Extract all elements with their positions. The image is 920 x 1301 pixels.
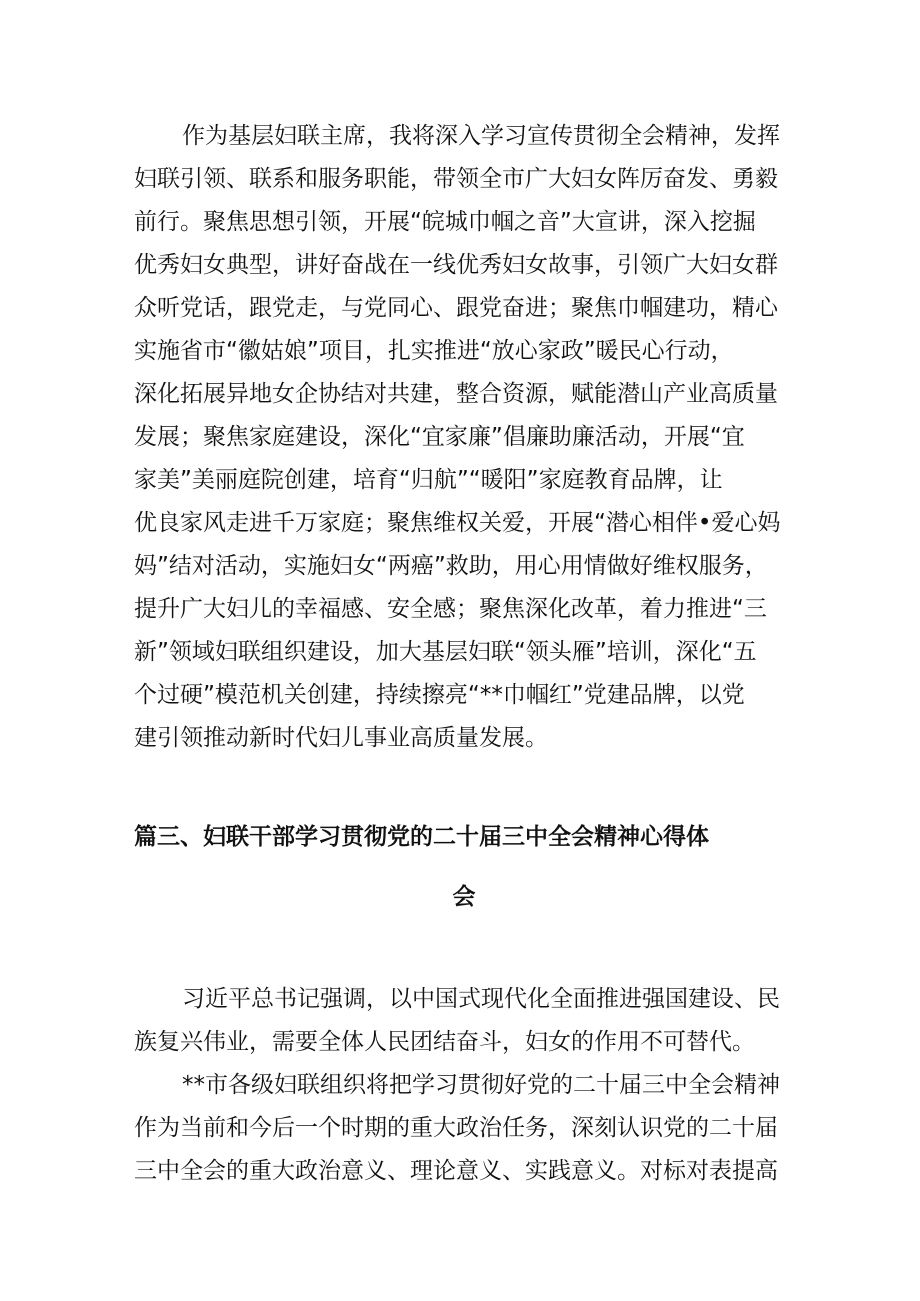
paragraph-line: 优秀妇女典型，讲好奋战在一线优秀妇女故事，引领广大妇女群: [134, 252, 778, 278]
heading-line: 会: [452, 884, 476, 910]
paragraph-line: 三中全会的重大政治意义、理论意义、实践意义。对标对表提高: [134, 1158, 778, 1184]
paragraph-line: 族复兴伟业，需要全体人民团结奋斗，妇女的作用不可替代。: [134, 1029, 755, 1055]
paragraph-line: 优良家风走进千万家庭；聚焦维权关爱，开展“潜心相伴•爱心妈: [134, 510, 781, 536]
body-paragraph: [134, 115, 794, 760]
paragraph-line: 建引领推动新时代妇儿事业高质量发展。: [134, 725, 548, 751]
heading-line: 篇三、妇联干部学习贯彻党的二十届三中全会精神心得体: [134, 824, 709, 850]
paragraph-line: 新”领域妇联组织建设，加大基层妇联“领头雁”培训，深化“五: [134, 639, 757, 665]
paragraph-line: 习近平总书记强调，以中国式现代化全面推进强国建设、民: [182, 986, 780, 1012]
paragraph-line: 妇联引领、联系和服务职能，带领全市广大妇女阵厉奋发、勇毅: [134, 166, 778, 192]
paragraph-line: 深化拓展异地女企协结对共建，整合资源，赋能潜山产业高质量: [134, 381, 778, 407]
paragraph-line: 提升广大妇儿的幸福感、安全感；聚焦深化改革，着力推进“三: [134, 596, 767, 622]
paragraph-line: **市各级妇联组织将把学习贯彻好党的二十届三中全会精神: [182, 1072, 780, 1098]
paragraph-line: 作为基层妇联主席，我将深入学习宣传贯彻全会精神，发挥: [182, 123, 780, 149]
paragraph-line: 个过硬”模范机关创建，持续擦亮“**巾帼红”党建品牌，以党: [134, 682, 745, 708]
paragraph-line: 妈”结对活动，实施妇女“两癌”救助，用心用情做好维权服务，: [134, 553, 768, 579]
paragraph-line: 家美”美丽庭院创建，培育“归航”“暖阳”家庭教育品牌，让: [134, 467, 723, 493]
paragraph-line: 作为当前和今后一个时期的重大政治任务，深刻认识党的二十届: [134, 1115, 778, 1141]
paragraph-line: 众听党话，跟党走，与党同心、跟党奋进；聚焦巾帼建功，精心: [134, 295, 778, 321]
paragraph-line: 发展；聚焦家庭建设，深化“宜家廉”倡廉助廉活动，开展“宜: [134, 424, 745, 450]
body-paragraph: [134, 978, 794, 1193]
section-heading: [134, 816, 794, 936]
paragraph-line: 实施省市“徽姑娘”项目，扎实推进“放心家政”暖民心行动，: [134, 338, 734, 364]
paragraph-line: 前行。聚焦思想引领，开展“皖城巾帼之音”大宣讲，深入挖掘: [134, 209, 756, 235]
